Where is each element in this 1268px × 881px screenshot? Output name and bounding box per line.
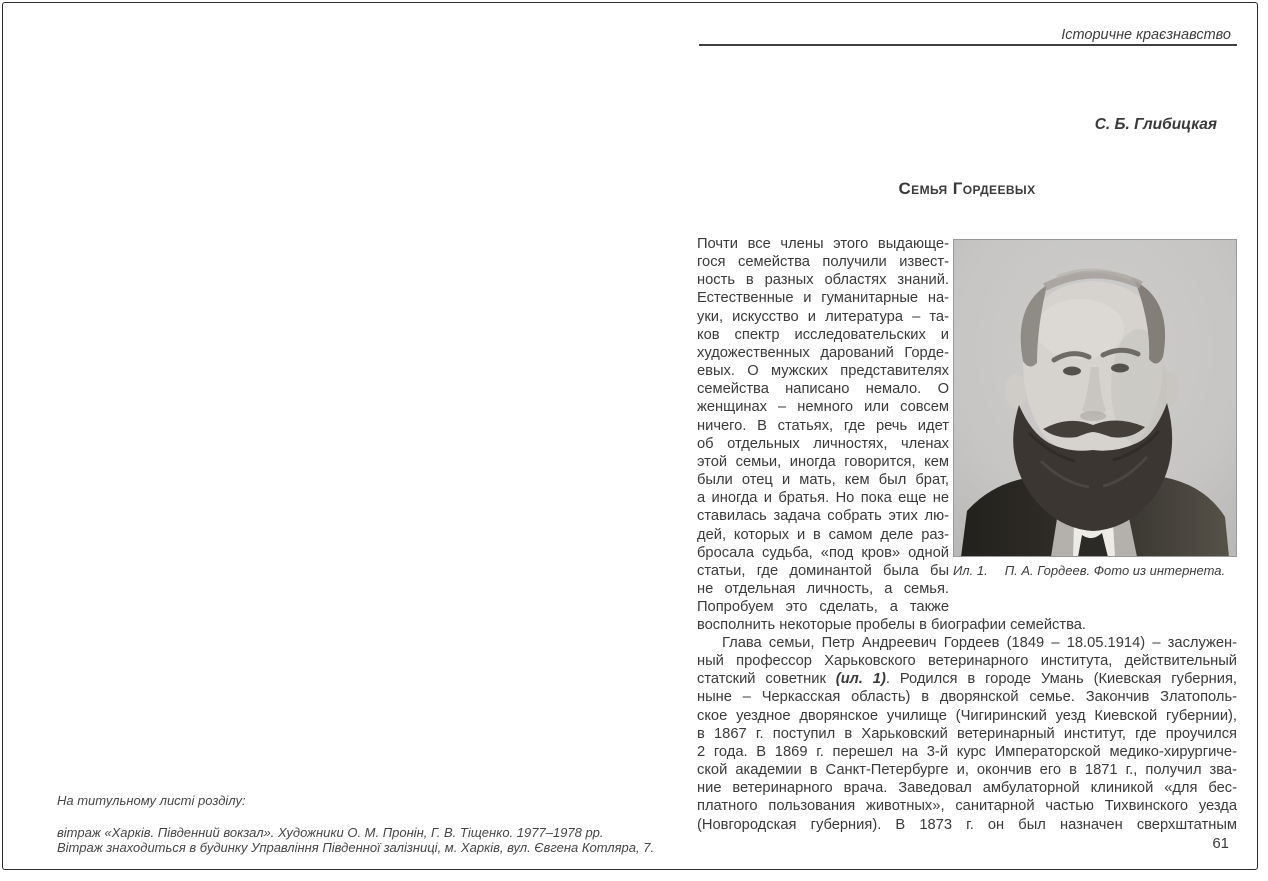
text-line: вітраж «Харків. Південний вокзал». Художники О. М. Пронін, Г. В. Тіщенко. 1977–1978 рр. bbox=[57, 825, 604, 840]
text-line: ние ветеринарного врача. Заведовал амбулаторной клиникой «для бес- bbox=[697, 780, 1237, 797]
figure-caption-text: П. А. Гордеев. Фото из интернета. bbox=[1004, 563, 1226, 578]
text-line: художественных дарований Горде- bbox=[697, 344, 949, 361]
text-line: Вітраж знаходиться в будинку Управління Південної залізниці, м. Харків, вул. Євгена Котляра, 7. bbox=[57, 839, 655, 855]
text-line: 2 года. В 1869 г. перешел на 3-й курс Императорской медико-хирургиче- bbox=[697, 743, 1237, 760]
text-line: ный профессор Харьковского ветеринарного института, действительный bbox=[697, 653, 1237, 670]
text-line: Глава семьи, Петр Андреевич Гордеев (1849 – 18.05.1914) – заслужен- bbox=[722, 635, 1237, 651]
portrait-photo bbox=[953, 239, 1237, 557]
article-title: Семья Гордеевых bbox=[898, 179, 1036, 198]
footnote-text bbox=[57, 826, 697, 855]
text-line: платного пользования животных», санитарной частью Тихвинского уезда bbox=[697, 798, 1237, 815]
text-line: Почти все члены этого выдающе- bbox=[697, 236, 949, 252]
text-line: евых. О мужских представителях bbox=[697, 363, 949, 380]
text-line: Попробуем это сделать, а также bbox=[697, 599, 949, 616]
author-name: С. Б. Глибицкая bbox=[1094, 116, 1217, 133]
text-line: были отец и мать, кем был брат, bbox=[697, 472, 949, 489]
text-line: гося семейства получили извест- bbox=[697, 254, 949, 271]
text-line: ныне – Черкасская область) в дворянской семье. Закончив Златополь- bbox=[697, 689, 1237, 706]
page-number: 61 bbox=[1212, 835, 1229, 852]
text-line: бросала судьба, «под кров» одной bbox=[697, 544, 949, 561]
text-line: ставилась задача собрать этих лю- bbox=[697, 508, 949, 525]
text-line: ской академии в Санкт-Петербурге и, окончив его в 1871 г., получил зва- bbox=[697, 762, 1237, 779]
running-head: Історичне краєзнавство bbox=[1061, 27, 1231, 43]
text-line: статьи, где доминантой была бы bbox=[697, 562, 949, 579]
intro-paragraph-narrow-column bbox=[697, 235, 949, 616]
text-line: в 1867 г. поступил в Харьковский ветеринарный институт, где проучился bbox=[697, 725, 1237, 742]
portrait-photo-drawing bbox=[953, 239, 1237, 557]
text-line: ность в разных областях знаний. bbox=[697, 272, 949, 289]
text-line: Естественные и гуманитарные на- bbox=[697, 290, 949, 307]
text-line: об отдельных личностях, членах bbox=[697, 435, 949, 452]
text-line: а иногда и братья. Но пока еще не bbox=[697, 490, 949, 507]
text-line: дей, которых и в самом деле раз- bbox=[697, 526, 949, 543]
text-line: (Новгородская губерния). В 1873 г. он был назначен сверхштатным bbox=[697, 816, 1237, 833]
main-paragraph bbox=[697, 634, 1237, 834]
text-line: статский советник (ил. 1). Родился в городе Умань (Киевская губерния, bbox=[697, 671, 1237, 688]
figure-caption-label: Ил. 1. bbox=[953, 563, 988, 578]
text-line: ское уездное дворянское училище (Чигиринский уезд Киевской губернии), bbox=[697, 707, 1237, 724]
running-head-rule bbox=[699, 44, 1237, 46]
footnote-heading: На титульному листі розділу: bbox=[57, 793, 246, 808]
text-line: ничего. В статьях, где речь идет bbox=[697, 417, 949, 434]
text-line: уки, искусство и литература – та- bbox=[697, 308, 949, 325]
text-line: не отдельная личность, а семья. bbox=[697, 580, 949, 597]
figure-caption bbox=[953, 563, 1237, 578]
text-line: ков спектр исследовательских и bbox=[697, 326, 949, 343]
intro-paragraph-closing-line: восполнить некоторые пробелы в биографии семейства. bbox=[697, 617, 1087, 633]
text-line: женщинах – немного или совсем bbox=[697, 399, 949, 416]
text-line: этой семьи, иногда говорится, кем bbox=[697, 453, 949, 470]
text-line: семейства написано немало. О bbox=[697, 381, 949, 398]
